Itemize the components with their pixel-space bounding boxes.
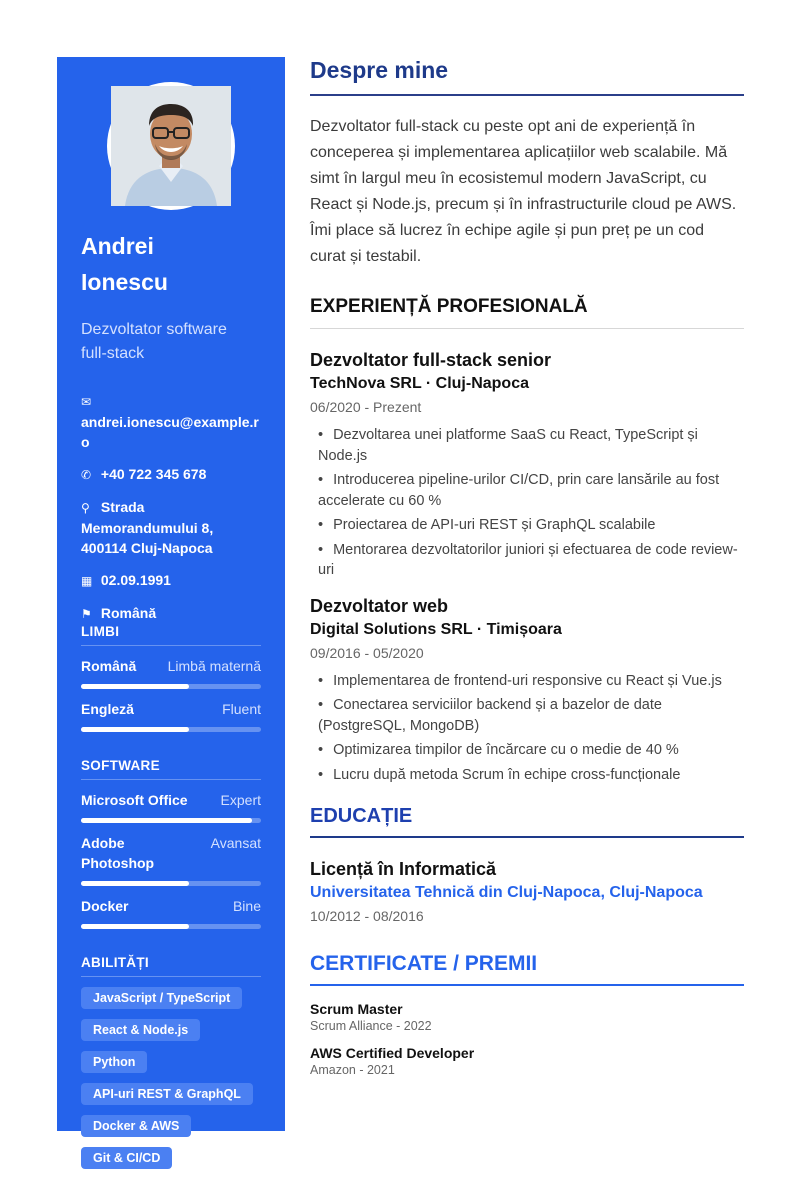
skill-chip: React & Node.js	[81, 1019, 200, 1041]
nationality-text: Română	[100, 605, 157, 621]
sidebar	[57, 57, 285, 1165]
job-role	[81, 318, 261, 366]
list-item: • Lucru după metoda Scrum în echipe cross-funcționale	[310, 765, 744, 786]
software-name: Docker	[81, 898, 129, 914]
full-name	[81, 228, 261, 300]
profile-photo	[111, 86, 231, 206]
job-dates: 09/2016 - 05/2020	[310, 644, 424, 661]
list-item: • Optimizarea timpilor de încărcare cu o medie de 40 %	[310, 740, 744, 761]
job-title: Dezvoltator web	[310, 595, 449, 616]
phone-text[interactable]: +40 722 345 678	[100, 466, 207, 482]
job-company: TechNova SRL · Cluj-Napoca	[310, 375, 529, 392]
job-entry	[310, 593, 744, 786]
experience-section	[310, 296, 744, 785]
main-content	[310, 57, 744, 1078]
job-title: Dezvoltator full-stack senior	[310, 350, 552, 370]
envelope-icon: ✉	[81, 395, 92, 409]
certificate-name: AWS Certified Developer	[310, 1045, 475, 1061]
language-name: Engleză	[81, 701, 134, 717]
language-name: Română	[81, 658, 137, 674]
languages-title: LIMBI	[81, 624, 261, 646]
software-bar	[81, 881, 261, 886]
contact-birthdate	[81, 570, 261, 591]
about-section	[310, 57, 744, 270]
about-text: Dezvoltator full-stack cu peste opt ani de experiență în conceperea și implementarea aplicațiilor web scalabile. Mă simt în largul meu în ecosistemul modern JavaScript, cu React și Node.js, precum și în infrastructurile cloud pe AWS. Îmi place să lucrez în echipe agile și pun preț pe un cod curat și testabil.	[310, 118, 737, 265]
software-bar-fill	[81, 818, 252, 823]
contact-address	[81, 497, 261, 558]
languages-section	[81, 624, 261, 732]
list-item: • Implementarea de frontend-uri responsive cu React și Vue.js	[310, 671, 744, 692]
software-level: Avansat	[210, 835, 261, 851]
education-title: EDUCAȚIE	[310, 805, 744, 838]
skills-section	[81, 955, 261, 1179]
address-line-2: Memorandumului 8,	[81, 520, 214, 536]
job-entry	[310, 347, 744, 581]
language-item	[81, 656, 261, 689]
language-level: Limbă maternă	[167, 658, 261, 674]
education-dates: 10/2012 - 08/2016	[310, 908, 424, 924]
certificates-section	[310, 952, 744, 1078]
role-line-2: full-stack	[81, 345, 145, 362]
list-item: • Dezvoltarea unei platforme SaaS cu React, TypeScript și Node.js	[310, 425, 744, 466]
certificate-entry	[310, 1000, 744, 1034]
software-bar	[81, 924, 261, 929]
software-bar-fill	[81, 924, 189, 929]
birthday-cake-icon: ▦	[81, 574, 93, 588]
list-item: • Proiectarea de API-uri REST și GraphQL scalabile	[310, 515, 744, 536]
software-name: Adobe Photoshop	[81, 835, 155, 871]
certificate-entry	[310, 1044, 744, 1078]
skill-chip: Docker & AWS	[81, 1115, 191, 1137]
language-bar-fill	[81, 684, 189, 689]
software-level: Bine	[232, 898, 261, 914]
certificates-title: CERTIFICATE / PREMII	[310, 952, 744, 986]
flag-icon: ⚑	[81, 607, 92, 621]
about-title: Despre mine	[310, 57, 744, 96]
software-bar-fill	[81, 881, 189, 886]
role-line-1: Dezvoltator software	[81, 321, 227, 338]
skill-chip: API-uri REST & GraphQL	[81, 1083, 253, 1105]
certificate-meta: Scrum Alliance - 2022	[310, 1019, 432, 1033]
software-level: Expert	[220, 792, 261, 808]
location-pin-icon: ⚲	[81, 501, 90, 515]
list-item: • Conectarea serviciilor backend și a bazelor de date (PostgreSQL, MongoDB)	[310, 695, 744, 736]
experience-title: EXPERIENȚĂ PROFESIONALĂ	[310, 296, 744, 329]
skill-chip: Python	[81, 1051, 147, 1073]
name-first: Andrei	[81, 233, 154, 259]
job-responsibilities	[310, 671, 744, 786]
software-name: Microsoft Office	[81, 792, 188, 808]
address-line-1: Strada	[100, 499, 145, 515]
list-item: • Mentorarea dezvoltatorilor juniori și efectuarea de code review-uri	[310, 540, 744, 581]
skill-chip: JavaScript / TypeScript	[81, 987, 242, 1009]
job-company: Digital Solutions SRL · Timișoara	[310, 620, 562, 638]
language-bar-fill	[81, 727, 189, 732]
birthdate-text: 02.09.1991	[100, 572, 171, 588]
certificate-meta: Amazon - 2021	[310, 1063, 395, 1077]
skill-chip: Git & CI/CD	[81, 1147, 172, 1169]
software-bar	[81, 818, 261, 823]
contact-nationality	[81, 603, 261, 624]
language-bar	[81, 727, 261, 732]
software-item	[81, 790, 261, 823]
education-degree: Licență în Informatică	[310, 859, 497, 879]
skills-title: ABILITĂȚI	[81, 955, 261, 977]
software-item	[81, 896, 261, 929]
education-school: Universitatea Tehnică din Cluj-Napoca, Cluj-Napoca	[310, 884, 703, 901]
certificate-name: Scrum Master	[310, 1001, 403, 1017]
job-responsibilities	[310, 425, 744, 581]
language-item	[81, 699, 261, 732]
language-bar	[81, 684, 261, 689]
software-title: SOFTWARE	[81, 758, 261, 780]
phone-icon: ✆	[81, 468, 92, 482]
contact-email[interactable]	[81, 391, 261, 452]
software-item	[81, 833, 261, 886]
education-section	[310, 805, 744, 926]
language-level: Fluent	[222, 701, 261, 717]
contact-phone[interactable]	[81, 464, 261, 485]
list-item: • Introducerea pipeline-urilor CI/CD, prin care lansările au fost accelerate cu 60 %	[310, 470, 744, 511]
address-line-3: 400114 Cluj-Napoca	[81, 540, 213, 556]
contact-block	[81, 391, 261, 624]
name-last: Ionescu	[81, 269, 168, 295]
avatar	[107, 82, 235, 210]
job-dates: 06/2020 - Prezent	[310, 399, 422, 415]
email-text[interactable]: andrei.ionescu@example.ro	[81, 414, 259, 450]
software-section	[81, 758, 261, 929]
education-entry	[310, 856, 744, 926]
